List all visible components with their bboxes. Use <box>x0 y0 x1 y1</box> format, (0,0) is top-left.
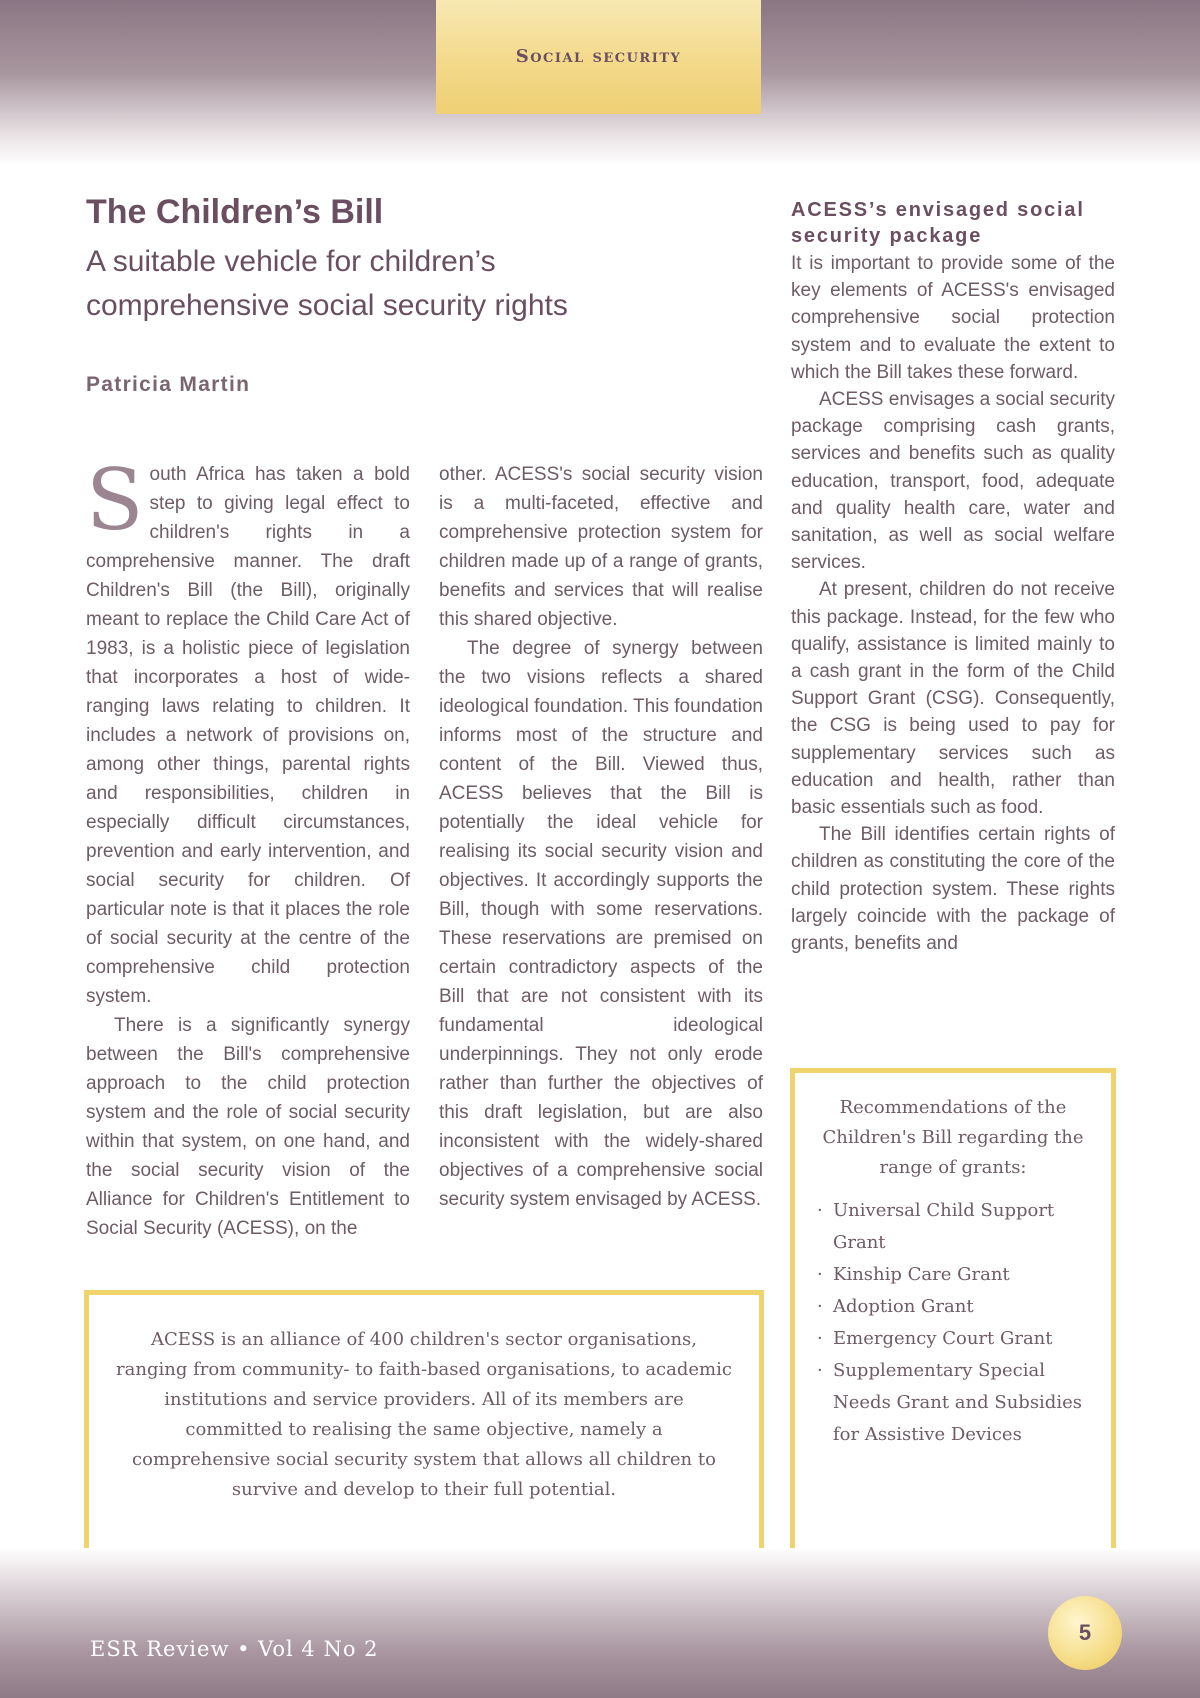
article-subtitle: A suitable vehicle for children’s comprehensive social security rights <box>86 245 568 322</box>
body-column-1 <box>86 451 410 1243</box>
article-title: The Children’s Bill <box>86 193 384 231</box>
bullet-icon: · <box>817 1264 823 1285</box>
body-column-2 <box>439 460 763 1214</box>
list-item-text: Kinship Care Grant <box>833 1264 1010 1285</box>
list-item-text: Adoption Grant <box>833 1296 974 1317</box>
list-item-text: Universal Child Support Grant <box>833 1200 1055 1253</box>
list-item <box>815 1323 1091 1355</box>
list-item <box>815 1195 1091 1259</box>
acess-info-box <box>84 1290 764 1556</box>
paragraph: The degree of synergy between the two visions reflects a shared ideological foundation. This foundation informs most of the structure and content of the Bill. Viewed thus, ACESS believes that the Bill is potentially the ideal vehicle for realising its social security vision and objectives. It accordingly supports the Bill, though with some reservations. These reservations are premised on certain contradictory aspects of the Bill that are not consistent with its fundamental ideological underpinnings. They not only erode rather than further the objectives of this draft legislation, but are also inconsistent with the widely-shared objectives of a comprehensive social security system envisaged by ACESS. <box>439 638 763 1210</box>
paragraph: ACESS envisages a social security package comprising cash grants, services and benefits such as quality education, transport, food, adequate and quality health care, water and sanitation, as well as social welfare services. <box>791 389 1115 574</box>
bullet-icon: · <box>817 1360 823 1381</box>
list-item <box>815 1259 1091 1291</box>
publication-info: ESR Review • Vol 4 No 2 <box>90 1637 379 1661</box>
paragraph: At present, children do not receive this package. Instead, for the few who qualify, assistance is limited mainly to a cash grant in the form of the Child Support Grant (CSG). Consequently, the CSG is being used to pay for supplementary services such as education and health, rather than basic essentials such as food. <box>791 579 1115 819</box>
list-item-text: Emergency Court Grant <box>833 1328 1053 1349</box>
paragraph: It is important to provide some of the key elements of ACESS's envisaged comprehensive social protection system and to evaluate the extent to which the Bill takes these forward. <box>791 253 1115 383</box>
bullet-icon: · <box>817 1296 823 1317</box>
page-number: 5 <box>1048 1596 1122 1670</box>
paragraph: There is a significantly synergy between the Bill's comprehensive approach to the child protection system and the role of social security within that system, on one hand, and the social security vision of the Alliance for Children's Entitlement to Social Security (ACESS), on the <box>86 1015 410 1239</box>
section-heading: ACESS’s envisaged social security package <box>791 199 1085 247</box>
paragraph-text: outh Africa has taken a bold step to giving legal effect to children's rights in a comprehensive manner. The draft Children's Bill (the Bill), originally meant to replace the Child Care Act of 1983, is a holistic piece of legislation that incorporates a host of wide-ranging laws relating to children. It includes a network of provisions on, among other things, parental rights and responsibilities, children in especially difficult circumstances, prevention and early intervention, and social security for children. Of particular note is that it places the role of social security at the centre of the comprehensive child protection system. <box>86 464 410 1007</box>
body-column-3 <box>791 250 1115 957</box>
recommendations-title: Recommendations of the Children's Bill regarding the range of grants: <box>822 1097 1084 1178</box>
grant-list <box>815 1195 1091 1451</box>
bullet-icon: · <box>817 1200 823 1221</box>
list-item <box>815 1291 1091 1323</box>
section-label: Social security <box>515 46 682 67</box>
paragraph <box>86 451 410 1011</box>
list-item <box>815 1355 1091 1451</box>
footer-band <box>0 1548 1200 1698</box>
acess-info-text: ACESS is an alliance of 400 children's sector organisations, ranging from community- to faith-based organisations, to academic institutions and service providers. All of its members are committed to realising the same objective, namely a comprehensive social security system that allows all children to survive and develop to their full potential. <box>116 1329 732 1500</box>
paragraph: other. ACESS's social security vision is a multi-faceted, effective and comprehensive protection system for children made up of a range of grants, benefits and services that will realise this shared objective. <box>439 464 763 630</box>
section-tab <box>436 0 761 114</box>
recommendations-box <box>790 1068 1116 1556</box>
bullet-icon: · <box>817 1328 823 1349</box>
author-byline: Patricia Martin <box>86 373 251 396</box>
paragraph: The Bill identifies certain rights of children as constituting the core of the child protection system. These rights largely coincide with the package of grants, benefits and <box>791 824 1115 955</box>
list-item-text: Supplementary Special Needs Grant and Subsidies for Assistive Devices <box>833 1360 1082 1445</box>
drop-cap: S <box>86 451 144 549</box>
